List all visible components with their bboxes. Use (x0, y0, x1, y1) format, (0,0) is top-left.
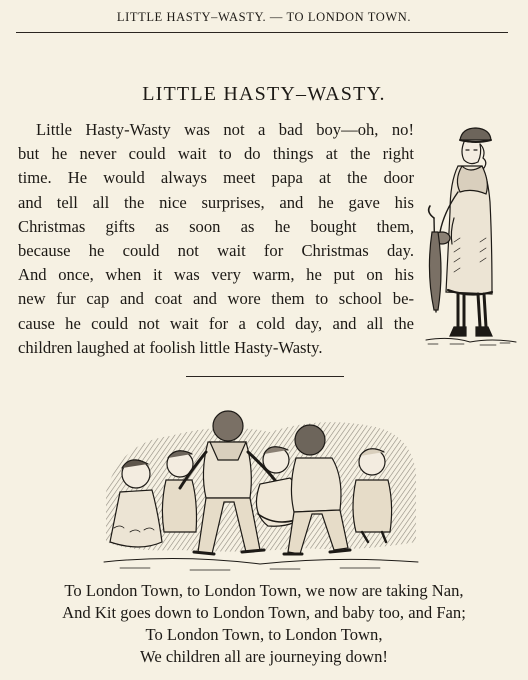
story-line: Christmas gifts as soon as he bought them, (18, 216, 414, 236)
verse-text (0, 580, 528, 668)
story-line: but he never could wait to do things at the right (18, 144, 414, 164)
header-rule (16, 32, 508, 33)
story-line: children laughed at foolish little Hasty-Wasty. (18, 337, 323, 357)
verse-line: And Kit goes down to London Town, and baby too, and Fan; (62, 603, 466, 622)
boy-in-fur-coat-illustration (420, 122, 520, 350)
story-line: time. He would always meet papa at the door (18, 168, 414, 188)
story-line: And once, when it was very warm, he put on his (18, 265, 414, 285)
running-head: LITTLE HASTY–WASTY. — TO LONDON TOWN. (116, 10, 412, 24)
story-line: cause he could not wait for a cold day, and all the (18, 313, 414, 333)
story-text (18, 118, 414, 360)
verse-line: To London Town, to London Town, we now are taking Nan, (64, 581, 464, 600)
story-line: new fur cap and coat and wore them to school be- (18, 289, 414, 309)
verse-line: To London Town, to London Town, (145, 625, 383, 644)
verse-line: We children all are journeying down! (140, 647, 388, 666)
story-title: LITTLE HASTY–WASTY. (142, 83, 386, 106)
story-line: because he could not wait for Christmas day. (18, 240, 414, 260)
children-playing-illustration (100, 402, 420, 578)
story-line: and tell all the nice surprises, and he gave his (18, 192, 414, 212)
section-rule (186, 376, 344, 377)
story-line: Little Hasty-Wasty was not a bad boy—oh, no! (36, 120, 414, 139)
